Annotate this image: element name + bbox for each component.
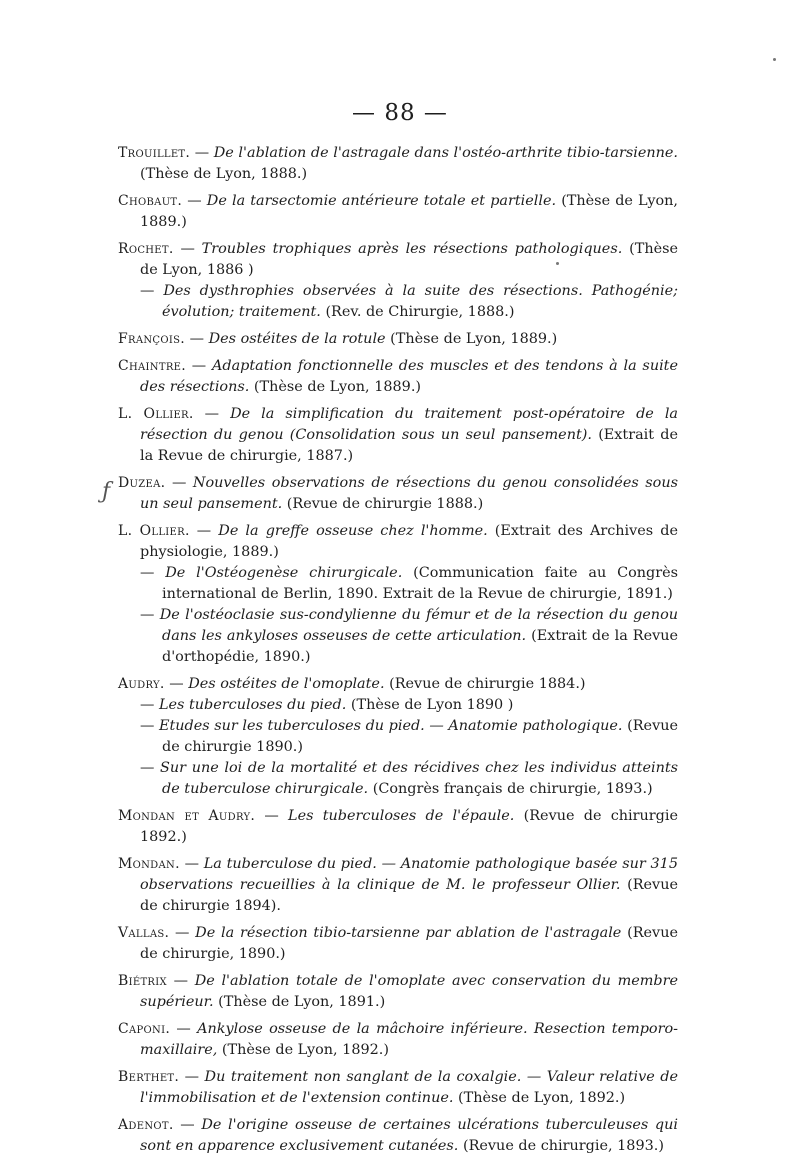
entry-source: (Thèse de Lyon, 1889.) bbox=[253, 379, 422, 395]
bibliography-entry: Biétrix — De l'ablation totale de l'omoplate avec conservation du membre supérieur. (Thèse de Lyon, 1891.) bbox=[118, 973, 678, 1010]
bibliography-entry: Berthet. — Du traitement non sanglant de la coxalgie. — Valeur relative de l'immobilisation et de l'extension continue. (Thèse de Lyon, 1892.) bbox=[118, 1069, 678, 1106]
bibliography-subentry: — De l'ostéoclasie sus-condylienne du fémur et de la résection du genou dans les ankyloses osseuses de cette articulation. (Extrait de la Revue d'orthopédie, 1890.) bbox=[140, 607, 679, 665]
entry-author: Adenot. bbox=[118, 1117, 174, 1133]
entry-author: Caponi. bbox=[118, 1021, 171, 1037]
entry-title: Sur une loi de la mortalité et des récidives chez les individus atteints de tuberculose chirurgicale. bbox=[160, 760, 678, 797]
bibliography-entry: L. Ollier. — De la simplification du traitement post-opératoire de la résection du genou (Consolidation sous un seul pansement). (Extrait de la Revue de chirurgie, 1887.) bbox=[118, 406, 679, 464]
bibliography-subentry: — Etudes sur les tuberculoses du pied. — Anatomie pathologique. (Revue de chirurgie 1890.) bbox=[140, 718, 678, 755]
entry-author: Berthet. bbox=[118, 1069, 180, 1085]
entry-title: De l'ablation de l'astragale dans l'ostéo-arthrite tibio-tarsienne. bbox=[213, 145, 678, 161]
entry-title: Des ostéites de la rotule bbox=[208, 331, 386, 347]
bibliography-entry: Audry. — Des ostéites de l'omoplate. (Revue de chirurgie 1884.) — Les tuberculoses du pied. (Thèse de Lyon 1890 ) — Etudes sur les tuberculoses du pied. — Anatomie pathologique. (Revue de chirurgie 1890.) — Sur une loi de la mortalité et des récidives chez les individus atteints de tuberculose chirurgicale. (Congrès français de chirurgie, 1893.) bbox=[118, 674, 678, 800]
entry-title: Des ostéites de l'omoplate. bbox=[188, 676, 385, 692]
entry-source: (Thèse de Lyon, 1889.) bbox=[390, 331, 558, 347]
entry-source: (Thèse de Lyon, 1891.) bbox=[218, 994, 386, 1010]
entry-title: Etudes sur les tuberculoses du pied. — Anatomie pathologique. bbox=[158, 718, 623, 734]
entry-source: (Revue de chirurgie 1890.) bbox=[162, 718, 678, 755]
entry-source: (Rev. de Chirurgie, 1888.) bbox=[325, 304, 515, 320]
entry-title: De la greffe osseuse chez l'homme. bbox=[218, 523, 488, 539]
entry-author: Trouillet. bbox=[118, 145, 191, 161]
entry-source: (Thèse de Lyon, 1889.) bbox=[140, 193, 678, 230]
bibliography-entry: L. Ollier. — De la greffe osseuse chez l'homme. (Extrait des Archives de physiologie, 1889.) — De l'Ostéogenèse chirurgicale. (Communication faite au Congrès international de Berlin, 1890. Extrait de la Revue de chirurgie, 1891.) — De l'ostéoclasie sus-condylienne du fémur et de la résection du genou dans les ankyloses osseuses de cette articulation. (Extrait de la Revue d'orthopédie, 1890.) bbox=[118, 521, 678, 668]
entry-source: (Extrait de la Revue d'orthopédie, 1890.) bbox=[162, 628, 678, 665]
entry-source: (Revue de chirurgie, 1890.) bbox=[140, 925, 678, 962]
bibliography-entry: Caponi. — Ankylose osseuse de la mâchoire inférieure. Resection temporo-maxillaire, (Thèse de Lyon, 1892.) bbox=[118, 1021, 679, 1058]
entry-source: (Revue de chirurgie 1884.) bbox=[389, 676, 586, 692]
entry-author: Audry. bbox=[118, 676, 165, 692]
bibliography-entry: Chaintre. — Adaptation fonctionnelle des muscles et des tendons à la suite des résections. (Thèse de Lyon, 1889.) bbox=[118, 358, 678, 395]
bibliography-entry: Adenot. — De l'origine osseuse de certaines ulcérations tuberculeuses qui sont en apparence exclusivement cutanées. (Revue de chirurgie, 1893.) bbox=[118, 1117, 679, 1154]
entry-title: De l'origine osseuse de certaines ulcérations tuberculeuses qui sont en apparence exclusivement cutanées. bbox=[140, 1117, 679, 1154]
entry-source: (Revue de chirurgie, 1893.) bbox=[462, 1138, 664, 1154]
entry-source: (Thèse de Lyon, 1888.) bbox=[140, 166, 308, 182]
entry-author: L. Ollier. bbox=[118, 523, 190, 539]
entry-title: Ankylose osseuse de la mâchoire inférieure. Resection temporo-maxillaire, bbox=[140, 1021, 679, 1058]
bibliography-subentry: — Des dysthrophies observées à la suite des résections. Pathogénie; évolution; traitement. (Rev. de Chirurgie, 1888.) bbox=[140, 283, 678, 320]
entry-author: Biétrix bbox=[118, 973, 167, 989]
entry-source: (Communication faite au Congrès international de Berlin, 1890. Extrait de la Revue de chirurgie, 1891.) bbox=[162, 565, 679, 602]
entry-title: De l'ostéoclasie sus-condylienne du fémur et de la résection du genou dans les ankyloses osseuses de cette articulation. bbox=[159, 607, 679, 644]
bibliography-subentry: — De l'Ostéogenèse chirurgicale. (Communication faite au Congrès international de Berlin, 1890. Extrait de la Revue de chirurgie, 1891.) bbox=[140, 565, 679, 602]
entry-source: (Thèse de Lyon 1890 ) bbox=[350, 697, 514, 713]
bibliography-list bbox=[118, 143, 678, 1163]
entry-title: De la tarsectomie antérieure totale et partielle. bbox=[206, 193, 557, 209]
entry-title: Les tuberculoses du pied. bbox=[158, 697, 347, 713]
bibliography-entry: Chobaut. — De la tarsectomie antérieure totale et partielle. (Thèse de Lyon, 1889.) bbox=[118, 193, 678, 230]
bibliography-entry: Mondan. — La tuberculose du pied. — Anatomie pathologique basée sur 315 observations recueillies à la clinique de M. le professeur Ollier. (Revue de chirurgie 1894). bbox=[118, 856, 678, 914]
entry-source: (Revue de chirurgie 1892.) bbox=[140, 808, 679, 845]
margin-mark: ƒ bbox=[102, 479, 111, 504]
entry-title: Des dysthrophies observées à la suite des résections. Pathogénie; évolution; traitement. bbox=[162, 283, 678, 320]
bibliography-subentry: — Sur une loi de la mortalité et des récidives chez les individus atteints de tuberculose chirurgicale. (Congrès français de chirurgie, 1893.) bbox=[140, 760, 678, 797]
speck bbox=[773, 58, 776, 61]
entry-title: Nouvelles observations de résections du genou consolidées sous un seul pansement. bbox=[140, 475, 678, 512]
entry-author: L. Ollier. bbox=[118, 406, 194, 422]
entry-source: (Thèse de Lyon, 1892.) bbox=[458, 1090, 626, 1106]
entry-title: De la résection tibio-tarsienne par ablation de l'astragale bbox=[195, 925, 622, 941]
entry-title: De l'Ostéogenèse chirurgicale. bbox=[165, 565, 403, 581]
bibliography-subentry: — Les tuberculoses du pied. (Thèse de Lyon 1890 ) bbox=[140, 697, 514, 713]
bibliography-entry: Mondan et Audry. — Les tuberculoses de l'épaule. (Revue de chirurgie 1892.) bbox=[118, 808, 679, 845]
entry-author: Vallas. bbox=[118, 925, 170, 941]
bibliography-entry: Duzea. — Nouvelles observations de résections du genou consolidées sous un seul pansement. (Revue de chirurgie 1888.) bbox=[118, 475, 678, 512]
entry-title: De l'ablation totale de l'omoplate avec conservation du membre supérieur. bbox=[140, 973, 678, 1010]
entry-source: (Thèse de Lyon, 1886 ) bbox=[140, 241, 679, 278]
entry-source: (Revue de chirurgie 1894). bbox=[140, 877, 678, 914]
entry-source: (Thèse de Lyon, 1892.) bbox=[221, 1042, 389, 1058]
entry-title: De la simplification du traitement post-opératoire de la résection du genou (Consolidation sous un seul pansement). bbox=[140, 406, 679, 443]
entry-title: Adaptation fonctionnelle des muscles et des tendons à la suite des résections. bbox=[140, 358, 678, 395]
entry-source: (Congrès français de chirurgie, 1893.) bbox=[372, 781, 653, 797]
entry-author: Duzea. bbox=[118, 475, 166, 491]
entry-title: La tuberculose du pied. — Anatomie pathologique basée sur 315 observations recueillies à la clinique de M. le professeur Ollier. bbox=[140, 856, 678, 893]
bibliography-entry: Trouillet. — De l'ablation de l'astragale dans l'ostéo-arthrite tibio-tarsienne. (Thèse de Lyon, 1888.) bbox=[118, 145, 678, 182]
entry-author: François. bbox=[118, 331, 186, 347]
entry-author: Chaintre. bbox=[118, 358, 187, 374]
entry-author: Rochet. bbox=[118, 241, 174, 257]
entry-title: Les tuberculoses de l'épaule. bbox=[288, 808, 515, 824]
page-number: — 88 — bbox=[352, 100, 448, 126]
entry-source: (Revue de chirurgie 1888.) bbox=[286, 496, 484, 512]
entry-author: Mondan. bbox=[118, 856, 180, 872]
entry-author: Chobaut. bbox=[118, 193, 183, 209]
bibliography-entry: Rochet. — Troubles trophiques après les résections pathologiques. (Thèse de Lyon, 1886 ) — Des dysthrophies observées à la suite des résections. Pathogénie; évolution; traitement. (Rev. de Chirurgie, 1888.) bbox=[118, 239, 678, 323]
entry-source: (Extrait de la Revue de chirurgie, 1887.) bbox=[140, 427, 679, 464]
entry-author: Mondan et Audry. bbox=[118, 808, 256, 824]
bibliography-entry: François. — Des ostéites de la rotule (Thèse de Lyon, 1889.) bbox=[118, 331, 558, 347]
entry-title: Du traitement non sanglant de la coxalgie. — Valeur relative de l'immobilisation et de l'extension continue. bbox=[140, 1069, 678, 1106]
bibliography-entry: Vallas. — De la résection tibio-tarsienne par ablation de l'astragale (Revue de chirurgie, 1890.) bbox=[118, 925, 678, 962]
entry-title: Troubles trophiques après les résections pathologiques. bbox=[201, 241, 623, 257]
entry-source: (Extrait des Archives de physiologie, 1889.) bbox=[140, 523, 678, 560]
